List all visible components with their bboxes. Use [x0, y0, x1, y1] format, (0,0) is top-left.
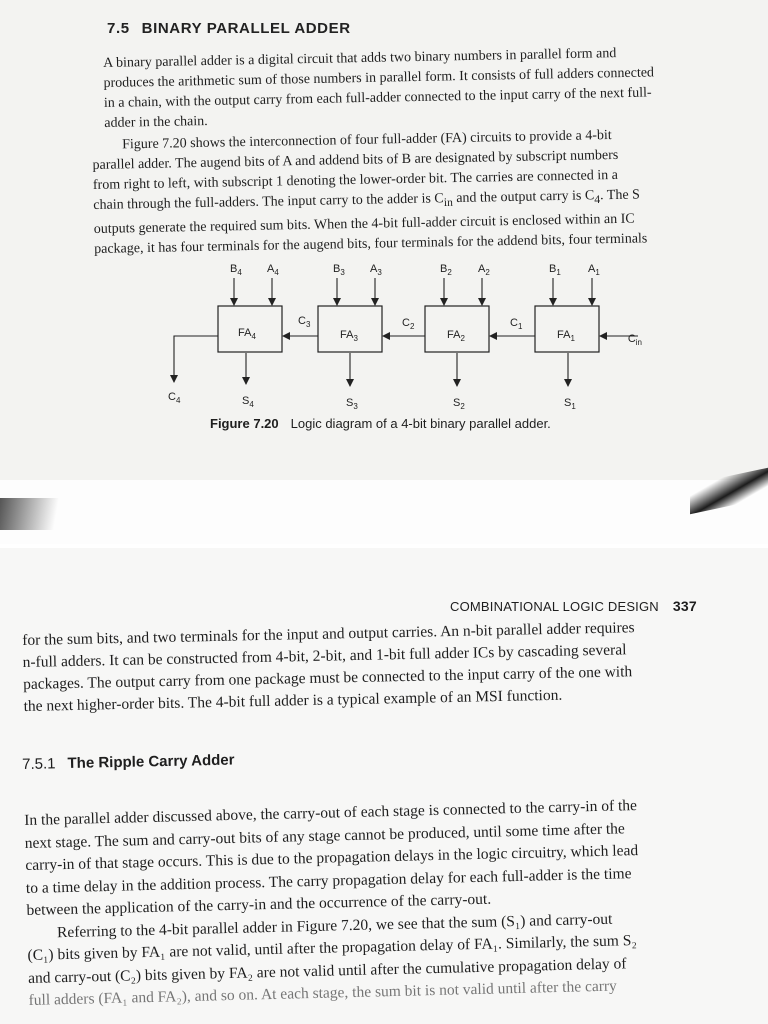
text-line: next stage. The sum and carry-out bits of any stage cannot be produced, until some time after the	[24, 819, 625, 852]
subsection-heading	[22, 752, 235, 773]
b3-label: $B_3$	[333, 263, 345, 277]
text-fragment: . The S	[599, 187, 641, 204]
page-number: 337	[672, 598, 697, 614]
subscript: in	[443, 195, 453, 210]
a3-label: $A_3$	[370, 263, 382, 277]
text-line: full adders (FA₁ and FA₂), and so on. At each stage, the sum bit is not valid until after the carry	[28, 977, 618, 1009]
s1-label: $S_1$	[564, 397, 576, 411]
subsection-title: The Ripple Carry Adder	[67, 751, 235, 773]
a1-label: $A_1$	[588, 263, 600, 277]
text-line: from right to left, with subscript 1 denoting the lower-order bit. The carries are connected in a	[92, 167, 619, 193]
text-line: Referring to the 4-bit parallel adder in Figure 7.20, we see that the sum (S₁) and carry-out	[56, 910, 613, 941]
section-number: 7.5	[107, 20, 130, 37]
fa1-label: $FA_1$	[557, 329, 575, 343]
page-fold-shadow	[0, 498, 60, 530]
text-line: produces the arithmetic sum of those numbers in parallel form. It consists of full adders connected	[103, 65, 655, 91]
text-line: in a chain, with the output carry from each full-adder connected to the input carry of the next full-	[103, 85, 652, 111]
running-head	[450, 598, 697, 614]
running-head-title: COMBINATIONAL LOGIC DESIGN	[450, 599, 659, 614]
fa3-label: $FA_3$	[340, 329, 358, 343]
section-title: BINARY PARALLEL ADDER	[141, 20, 351, 37]
s3-label: $S_3$	[346, 397, 358, 411]
ripple-carry-paragraph	[24, 795, 642, 1012]
adder-logic-diagram	[160, 256, 640, 416]
cin-label: $C_{in}$	[627, 333, 642, 347]
text-line: In the parallel adder discussed above, the carry-out of each stage is connected to the carry-in of the	[24, 797, 638, 829]
text-line: outputs generate the required sum bits. When the 4-bit full-adder circuit is enclosed within an IC	[93, 211, 635, 237]
continued-paragraph	[22, 617, 636, 718]
section-heading	[107, 20, 351, 37]
s2-label: $S_2$	[453, 397, 465, 411]
c4-wire	[174, 336, 218, 382]
text-line: packages. The output carry from one package must be connected to the input carry of the one with	[22, 663, 633, 693]
text-line: for the sum bits, and two terminals for the input and output carries. An n-bit parallel adder requires	[22, 619, 635, 649]
figure-description-paragraph	[92, 125, 648, 259]
text-line: A binary parallel adder is a digital circuit that adds two binary numbers in parallel form and	[103, 46, 617, 71]
subsection-number: 7.5.1	[22, 755, 56, 773]
fa2-label: $FA_2$	[447, 329, 465, 343]
page-gap	[0, 480, 768, 544]
text-line: package, it has four terminals for the augend bits, four terminals for the addend bits, four terminals	[94, 231, 648, 257]
text-line: between the application of the carry-in and the occurrence of the carry-out.	[26, 890, 492, 919]
b1-label: $B_1$	[549, 263, 561, 277]
b4-label: $B_4$	[230, 263, 242, 277]
intro-paragraph	[103, 43, 655, 134]
text-fragment: and the output carry is C	[452, 188, 595, 207]
text-line: the next higher-order bits. The 4-bit full adder is a typical example of an MSI function.	[23, 686, 563, 715]
text-line: Figure 7.20 shows the interconnection of four full-adder (FA) circuits to provide a 4-bit	[122, 128, 612, 153]
a4-label: $A_4$	[267, 263, 279, 277]
a2-label: $A_2$	[478, 263, 490, 277]
figure-caption	[210, 416, 551, 431]
text-line: adder in the chain.	[104, 114, 208, 131]
text-fragment: chain through the full-adders. The input carry to the adder is C	[93, 191, 444, 213]
bottom-page	[0, 548, 768, 1024]
c3-label: $C_3$	[298, 315, 311, 329]
text-line: n-full adders. It can be constructed from 4-bit, 2-bit, and 1-bit full adder ICs by cascading several	[22, 641, 627, 671]
s4-label: $S_4$	[242, 395, 254, 409]
subscript: 4	[594, 193, 601, 207]
text-line: parallel adder. The augend bits of A and addend bits of B are designated by subscript numbers	[92, 147, 619, 173]
c1-label: $C_1$	[510, 317, 523, 331]
text-line: to a time delay in the addition process. The carry propagation delay for each full-adder is the time	[25, 864, 632, 897]
figure-caption-label: Figure 7.20	[210, 416, 279, 431]
text-line: and carry-out (C₂) bits given by FA₂ are not valid until after the cumulative propagation delay of	[27, 954, 627, 987]
text-line: (C₁) bits given by FA₁ are not valid, until after the propagation delay of FA₁. Similarly, the sum S₂	[27, 932, 637, 964]
c4-label: $C_4$	[168, 391, 181, 405]
c2-label: $C_2$	[402, 317, 415, 331]
b2-label: $B_2$	[440, 263, 452, 277]
figure-caption-text: Logic diagram of a 4-bit binary parallel adder.	[290, 416, 551, 431]
fa4-label: $FA_4$	[238, 327, 256, 341]
text-line: carry-in of that stage occurs. This is due to the propagation delays in the logic circuitry, which lead	[25, 842, 639, 874]
